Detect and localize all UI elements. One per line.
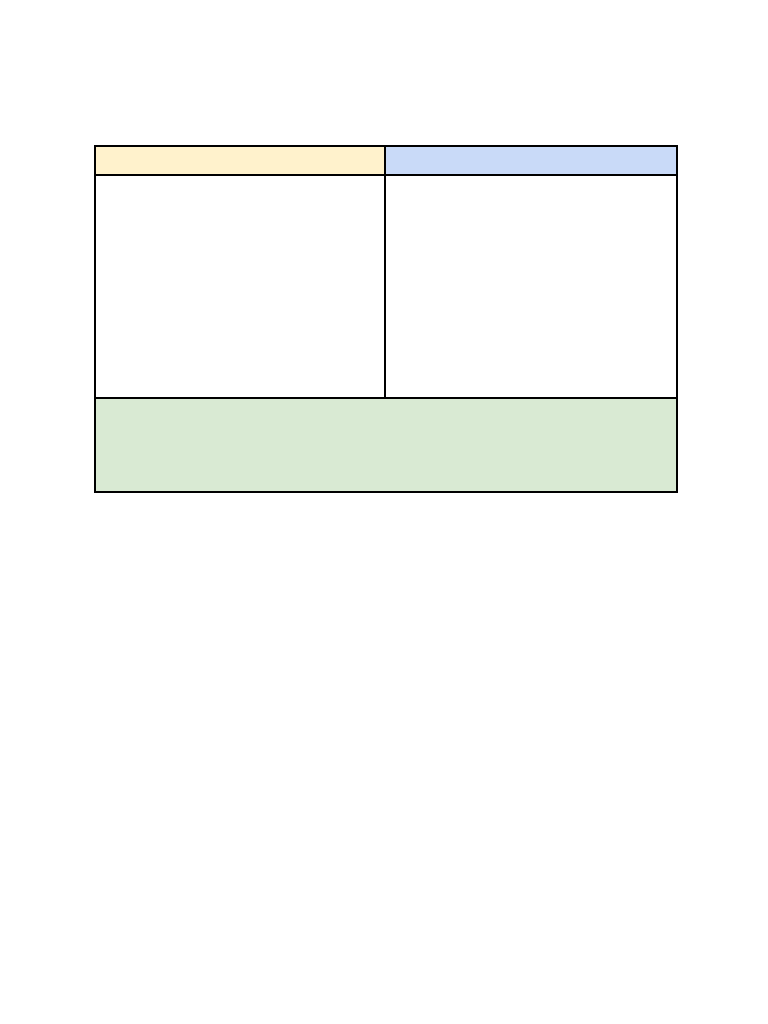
connectors-table [94, 145, 678, 493]
perque-item-1 [438, 183, 676, 234]
header-perque [385, 146, 677, 175]
per-que-item-3 [149, 287, 384, 321]
per-que-item-2 [149, 235, 384, 269]
perque-item-2 [438, 234, 676, 285]
header-per-que [95, 146, 385, 175]
perque-item-3 [438, 285, 676, 336]
per-a-que-cell [95, 398, 677, 492]
perque-cell [385, 175, 677, 398]
per-que-item-1 [149, 183, 384, 217]
per-que-cell [95, 175, 385, 398]
